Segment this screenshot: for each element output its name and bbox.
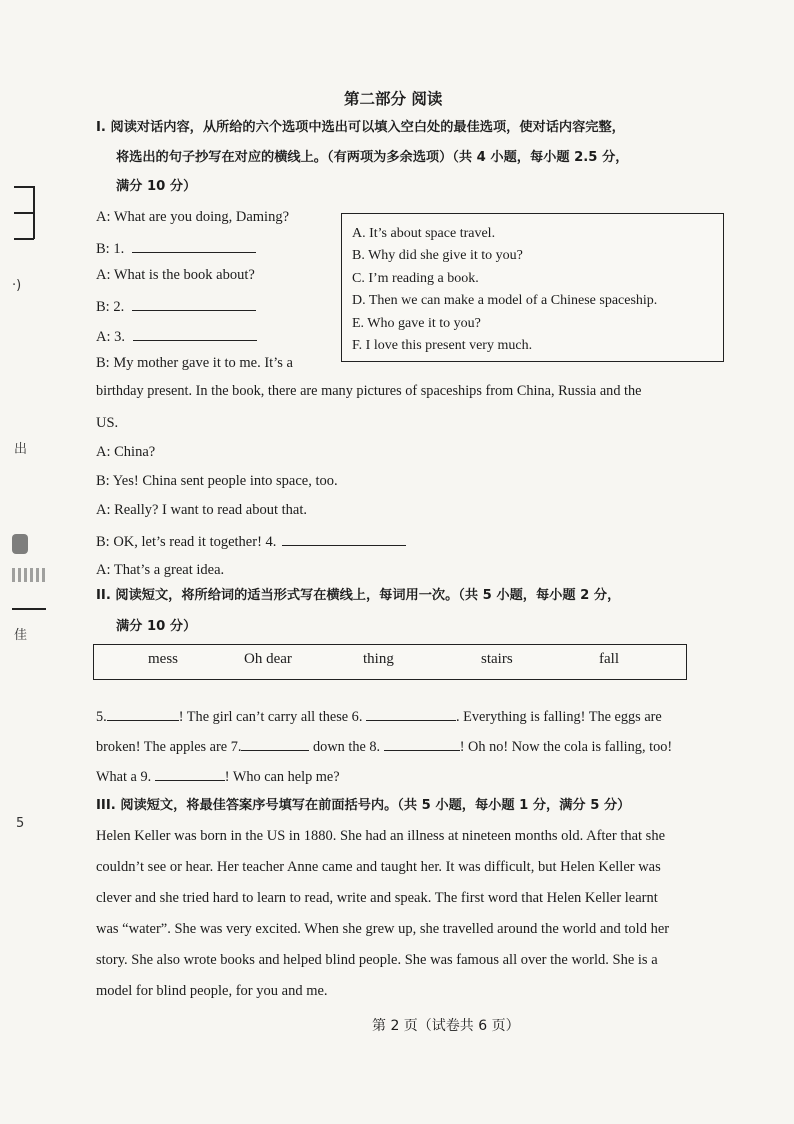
dialogue-line: A: What are you doing, Daming? (96, 209, 290, 225)
options-box (341, 213, 724, 362)
option-e: E. Who gave it to you? (352, 316, 481, 331)
margin-bracket-vertical (33, 186, 35, 239)
passage-text: What a 9. (96, 769, 152, 785)
passage-text: 5. (96, 709, 107, 725)
dialogue-text: B: OK, let’s read it together! 4. (96, 534, 277, 550)
dialogue-line: birthday present. In the book, there are many pictures of spaceships from China, Russia and the (96, 383, 642, 399)
passage3-line: story. She also wrote books and helped blind people. She was famous all over the world. She is a (96, 952, 658, 968)
dialogue-line: A: That’s a great idea. (96, 562, 225, 578)
section2-heading-line2: 满分 10 分） (116, 619, 197, 634)
dialogue-line (96, 238, 256, 258)
dialogue-line: A: What is the book about? (96, 267, 255, 283)
answer-blank-9[interactable] (155, 766, 225, 781)
passage-text: ! Who can help me? (224, 769, 340, 785)
dialogue-text: A: 3. (96, 329, 125, 345)
dialogue-line: US. (96, 415, 119, 431)
dialogue-line: B: My mother gave it to me. It’s a (96, 355, 293, 371)
passage2-line (96, 706, 662, 726)
answer-blank-7[interactable] (241, 736, 309, 751)
section1-heading-line1: I. 阅读对话内容，从所给的六个选项中选出可以填入空白处的最佳选项，使对话内容完整， (96, 120, 625, 135)
word-bank-item: stairs (481, 651, 513, 667)
margin-jia: 佳 (14, 628, 28, 643)
margin-bracket-top (14, 186, 34, 188)
answer-blank-3[interactable] (133, 326, 257, 341)
section2-heading-line1: II. 阅读短文，将所给词的适当形式写在横线上，每词用一次。（共 5 小题，每小题 2 分， (96, 588, 621, 603)
option-b: B. Why did she give it to you? (352, 248, 523, 263)
margin-bracket-bottom (14, 238, 34, 240)
margin-smudge (12, 534, 28, 554)
passage-text: . Everything is falling! The eggs are (455, 709, 662, 725)
section1-heading-line2: 将选出的句子抄写在对应的横线上。（有两项为多余选项）（共 4 小题，每小题 2.5 分， (116, 150, 629, 165)
word-bank-item: mess (148, 651, 178, 667)
answer-blank-2[interactable] (132, 296, 256, 311)
passage3-line: couldn’t see or hear. Her teacher Anne came and taught her. It was difficult, but Helen Keller was (96, 859, 661, 875)
passage3-line: clever and she tried hard to learn to read, write and speak. The first word that Helen Keller learnt (96, 890, 658, 906)
passage2-line (96, 766, 340, 786)
dialogue-line (96, 531, 406, 551)
dialogue-text: B: 2. (96, 299, 125, 315)
passage2-line (96, 736, 672, 756)
dialogue-line: B: Yes! China sent people into space, too. (96, 473, 338, 489)
dialogue-line (96, 296, 256, 316)
passage3-line: model for blind people, for you and me. (96, 983, 328, 999)
option-c: C. I’m reading a book. (352, 271, 479, 286)
word-bank-item: thing (363, 651, 394, 667)
answer-blank-4[interactable] (282, 531, 406, 546)
margin-paren: ·) (12, 278, 22, 293)
answer-blank-1[interactable] (132, 238, 256, 253)
dialogue-line (96, 326, 257, 346)
option-a: A. It’s about space travel. (352, 226, 496, 241)
option-f: F. I love this present very much. (352, 338, 533, 353)
answer-blank-6[interactable] (366, 706, 456, 721)
margin-smudge-2 (12, 568, 46, 582)
section1-heading-line3: 满分 10 分） (116, 179, 197, 194)
dialogue-text: B: 1. (96, 241, 125, 257)
passage-text: down the 8. (313, 739, 381, 755)
passage-text: ! Oh no! Now the cola is falling, too! (459, 739, 673, 755)
margin-chu: 出 (14, 442, 28, 457)
word-bank-item: Oh dear (244, 651, 292, 667)
margin-rule (12, 608, 46, 610)
passage-text: ! The girl can’t carry all these 6. (178, 709, 363, 725)
dialogue-line: A: Really? I want to read about that. (96, 502, 307, 518)
passage-text: broken! The apples are 7. (96, 739, 242, 755)
passage3-line: Helen Keller was born in the US in 1880. She had an illness at nineteen months old. After that she (96, 828, 666, 844)
margin-bracket-mid (14, 212, 34, 214)
section3-heading: III. 阅读短文，将最佳答案序号填写在前面括号内。（共 5 小题，每小题 1 分，满分 5 分） (96, 798, 631, 813)
page-footer: 第 2 页（试卷共 6 页） (372, 1018, 520, 1034)
passage3-line: was “water”. She was very excited. When she grew up, she travelled around the world and told her (96, 921, 670, 937)
margin-five: 5 (16, 816, 25, 831)
word-bank-box (93, 644, 687, 680)
option-d: D. Then we can make a model of a Chinese spaceship. (352, 293, 658, 308)
dialogue-line: A: China? (96, 444, 156, 460)
answer-blank-8[interactable] (384, 736, 460, 751)
word-bank-item: fall (599, 651, 619, 667)
page-title: 第二部分 阅读 (344, 90, 443, 108)
answer-blank-5[interactable] (107, 706, 179, 721)
